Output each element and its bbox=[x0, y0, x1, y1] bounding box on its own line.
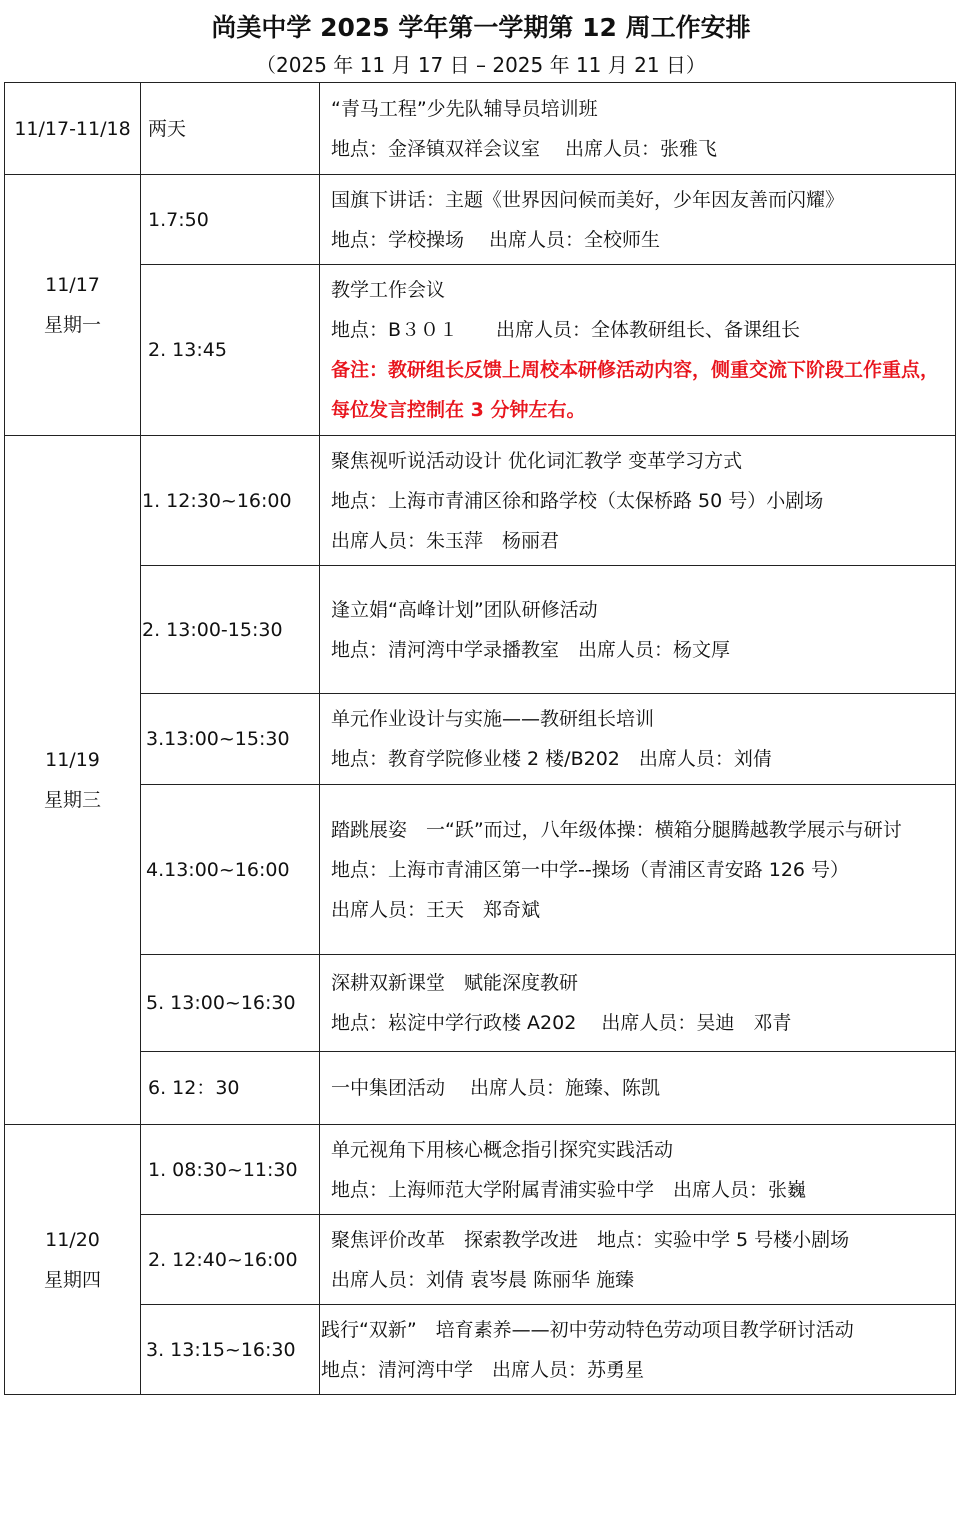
page-title: 尚美中学 2025 学年第一学期第 12 周工作安排 bbox=[211, 13, 751, 42]
event-cell bbox=[320, 566, 956, 694]
event-attendees: 出席人员：刘倩 袁岑晨 陈丽华 施臻 bbox=[331, 1268, 635, 1291]
event-cell bbox=[320, 265, 956, 436]
table-row bbox=[5, 1215, 956, 1305]
time-cell: 5. 13:00~16:30 bbox=[141, 955, 320, 1052]
event-cell bbox=[320, 785, 956, 955]
event-title: 践行“双新” 培育素养——初中劳动特色劳动项目教学研讨活动 bbox=[321, 1318, 854, 1341]
date-cell bbox=[5, 436, 141, 1125]
weekday-label: 星期四 bbox=[43, 1268, 101, 1291]
event-title: 国旗下讲话：主题《世界因问候而美好，少年因友善而闪耀》 bbox=[331, 188, 845, 211]
time-cell: 4.13:00~16:00 bbox=[141, 785, 320, 955]
event-title: 聚焦评价改革 探索教学改进 地点：实验中学 5 号楼小剧场 bbox=[331, 1228, 850, 1251]
table-row bbox=[5, 83, 956, 175]
date-label: 11/17 bbox=[45, 274, 100, 296]
event-title: 踏跳展姿 一“跃”而过，八年级体操：横箱分腿腾越教学展示与研讨 bbox=[331, 818, 902, 841]
date-cell bbox=[5, 83, 141, 175]
event-title: 深耕双新课堂 赋能深度教研 bbox=[331, 972, 579, 994]
event-attendees: 出席人员：朱玉萍 杨丽君 bbox=[331, 529, 560, 552]
date-cell bbox=[5, 1125, 141, 1395]
event-cell bbox=[320, 1215, 956, 1305]
event-detail: 地点：B３０１ 出席人员：全体教研组长、备课组长 bbox=[331, 319, 801, 341]
date-label: 11/17-11/18 bbox=[14, 117, 131, 140]
table-row bbox=[5, 1052, 956, 1125]
date-cell bbox=[5, 175, 141, 436]
event-detail: 地点：教育学院修业楼 2 楼/B202 出席人员：刘倩 bbox=[331, 748, 772, 770]
event-detail: 地点：金泽镇双祥会议室 出席人员：张雅飞 bbox=[331, 137, 718, 160]
event-title: 一中集团活动 出席人员：施臻、陈凯 bbox=[331, 1077, 661, 1099]
time-cell: 2. 12:40~16:00 bbox=[141, 1215, 320, 1305]
schedule-table bbox=[4, 82, 956, 1395]
event-cell bbox=[320, 83, 956, 175]
table-row bbox=[5, 785, 956, 955]
time-cell: 1.7:50 bbox=[141, 175, 320, 265]
table-row bbox=[5, 175, 956, 265]
table-row bbox=[5, 265, 956, 436]
time-cell: 3. 13:15~16:30 bbox=[141, 1305, 320, 1395]
event-attendees: 出席人员：王天 郑奇斌 bbox=[331, 898, 541, 921]
time-cell: 1. 12:30~16:00 bbox=[141, 436, 320, 566]
weekday-label: 星期一 bbox=[43, 314, 101, 336]
remark-note: 备注：教研组长反馈上周校本研修活动内容，侧重交流下阶段工作重点，每位发言控制在 3 分钟左右。 bbox=[331, 359, 940, 421]
time-cell: 1. 08:30~11:30 bbox=[141, 1125, 320, 1215]
table-row bbox=[5, 436, 956, 566]
event-detail: 地点：清河湾中学录播教室 出席人员：杨文厚 bbox=[331, 638, 731, 661]
table-row bbox=[5, 1305, 956, 1395]
weekday-label: 星期三 bbox=[43, 789, 101, 811]
time-cell: 2. 13:45 bbox=[141, 265, 320, 436]
table-row bbox=[5, 566, 956, 694]
table-row bbox=[5, 694, 956, 785]
event-cell bbox=[320, 436, 956, 566]
date-label: 11/19 bbox=[45, 749, 100, 771]
table-row bbox=[5, 1125, 956, 1215]
event-detail: 地点：学校操场 出席人员：全校师生 bbox=[331, 228, 661, 251]
event-detail: 地点：上海师范大学附属青浦实验中学 出席人员：张巍 bbox=[331, 1178, 807, 1201]
event-cell bbox=[320, 955, 956, 1052]
event-cell bbox=[320, 175, 956, 265]
event-cell bbox=[320, 1125, 956, 1215]
event-detail: 地点：清河湾中学 出席人员：苏勇星 bbox=[321, 1358, 645, 1381]
event-cell bbox=[320, 1305, 956, 1395]
event-detail: 地点：上海市青浦区第一中学--操场（青浦区青安路 126 号） bbox=[331, 858, 850, 881]
table-row bbox=[5, 955, 956, 1052]
event-detail: 地点：上海市青浦区徐和路学校（太保桥路 50 号）小剧场 bbox=[331, 489, 824, 512]
date-label: 11/20 bbox=[45, 1228, 100, 1251]
event-detail: 地点：崧淀中学行政楼 A202 出席人员：吴迪 邓青 bbox=[331, 1012, 792, 1034]
event-title: “青马工程”少先队辅导员培训班 bbox=[331, 97, 598, 120]
date-range-subtitle: （2025 年 11 月 17 日 – 2025 年 11 月 21 日） bbox=[256, 53, 706, 77]
event-title: 单元视角下用核心概念指引探究实践活动 bbox=[331, 1138, 674, 1161]
event-cell bbox=[320, 694, 956, 785]
event-title: 聚焦视听说活动设计 优化词汇教学 变革学习方式 bbox=[331, 449, 743, 472]
time-cell: 6. 12：30 bbox=[141, 1052, 320, 1125]
event-title: 教学工作会议 bbox=[331, 279, 446, 301]
time-cell: 3.13:00~15:30 bbox=[141, 694, 320, 785]
event-title: 逢立娟“高峰计划”团队研修活动 bbox=[331, 598, 598, 621]
event-cell bbox=[320, 1052, 956, 1125]
time-cell: 两天 bbox=[141, 83, 320, 175]
time-cell: 2. 13:00-15:30 bbox=[141, 566, 320, 694]
event-title: 单元作业设计与实施——教研组长培训 bbox=[331, 708, 655, 730]
